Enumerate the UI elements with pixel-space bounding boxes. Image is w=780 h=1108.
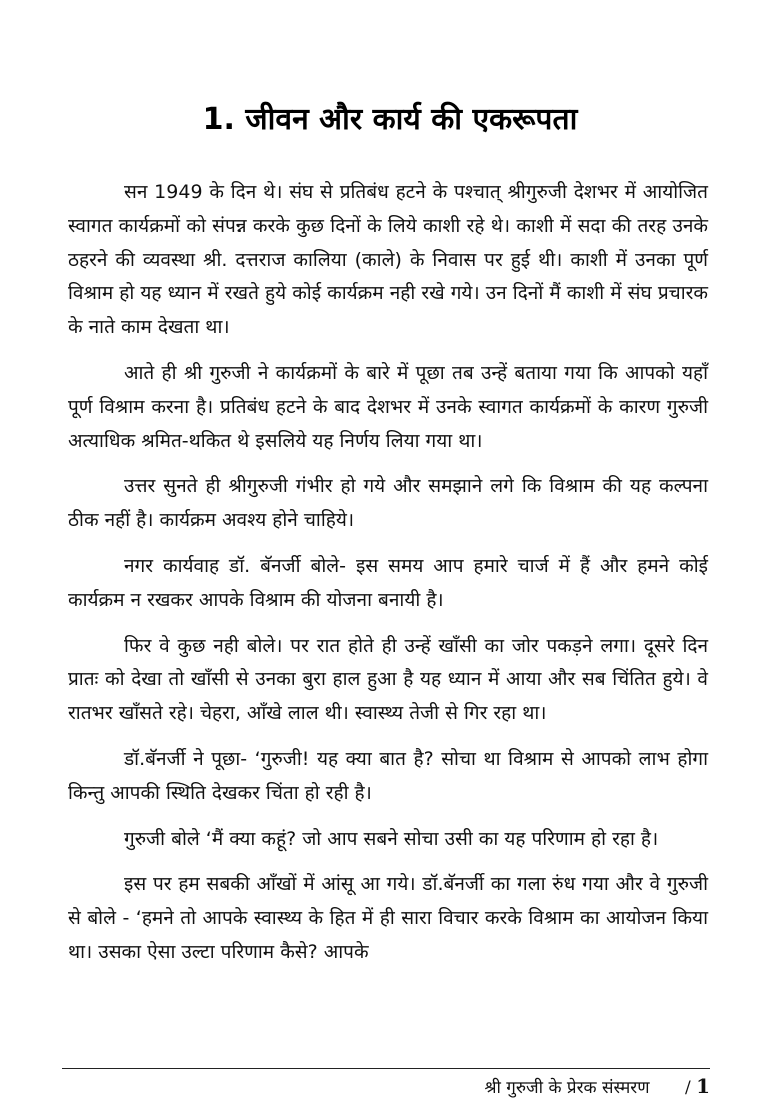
footer-divider [62,1068,710,1069]
footer-book-title: श्री गुरुजी के प्रेरक संस्मरण [484,1078,650,1098]
page-title: 1. जीवन और कार्य की एकरूपता [202,102,578,137]
paragraph-7: गुरुजी बोले ‘मैं क्या कहूं? जो आप सबने सोचा उसी का यह परिणाम हो रहा है। [124,827,659,850]
paragraph-3: उत्तर सुनते ही श्रीगुरुजी गंभीर हो गये और समझाने लगे कि विश्राम की यह कल्पना ठीक नहीं है। कार्यक्रम अवश्य होने चाहिये। [68,475,708,532]
paragraph-8: इस पर हम सबकी आँखों में आंसू आ गये। डॉ.बॅनर्जी का गला रुंध गया और वे गुरुजी से बोले - ‘हमने तो आपके स्वास्थ्य के हित में ही सारा विचार करके विश्राम का आयोजन किया था। उसका ऐसा उल्टा परिणाम कैसे? आपके [68,873,708,963]
paragraph-6: डॉ.बॅनर्जी ने पूछा- ‘गुरुजी! यह क्या बात है? सोचा था विश्राम से आपको लाभ होगा किन्तु आपकी स्थिति देखकर चिंता हो रही है। [68,747,708,804]
paragraph-1: सन 1949 के दिन थे। संघ से प्रतिबंध हटने के पश्चात् श्रीगुरुजी देशभर में आयोजित स्वागत कार्यक्रमों को संपन्न करके कुछ दिनों के लिये काशी रहे थे। काशी में सदा की तरह उनके ठहरने की व्यवस्था श्री. दत्तराज कालिया (काले) के निवास पर हुई थी। काशी में उनका पूर्ण विश्राम हो यह ध्यान में रखते हुये कोई कार्यक्रम नही रखे गये। उन दिनों मैं काशी में संघ प्रचारक के नाते काम देखता था। [68,181,708,339]
paragraph-2: आते ही श्री गुरुजी ने कार्यक्रमों के बारे में पूछा तब उन्हें बताया गया कि आपको यहाँ पूर्ण विश्राम करना है। प्रतिबंध हटने के बाद देशभर में उनके स्वागत कार्यक्रमों के कारण गुरुजी अत्याधिक श्रमित-थकित थे इसलिये यह निर्णय लिया गया था। [68,361,708,452]
footer-separator: / [684,1078,691,1098]
page-footer [484,1074,710,1100]
body-text [68,176,708,982]
paragraph-5: फिर वे कुछ नही बोले। पर रात होते ही उन्हें खाँसी का जोर पकड़ने लगा। दूसरे दिन प्रातः को देखा तो खाँसी से उनका बुरा हाल हुआ है यह ध्यान में आया और सब चिंतित हुये। वे रातभर खाँसते रहे। चेहरा, आँखे लाल थी। स्वास्थ्य तेजी से गिर रहा था। [68,634,708,725]
paragraph-4: नगर कार्यवाह डॉ. बॅनर्जी बोले- इस समय आप हमारे चार्ज में हैं और हमने कोई कार्यक्रम न रखकर आपके विश्राम की योजना बनायी है। [68,554,708,611]
page-number: 1 [696,1074,710,1098]
